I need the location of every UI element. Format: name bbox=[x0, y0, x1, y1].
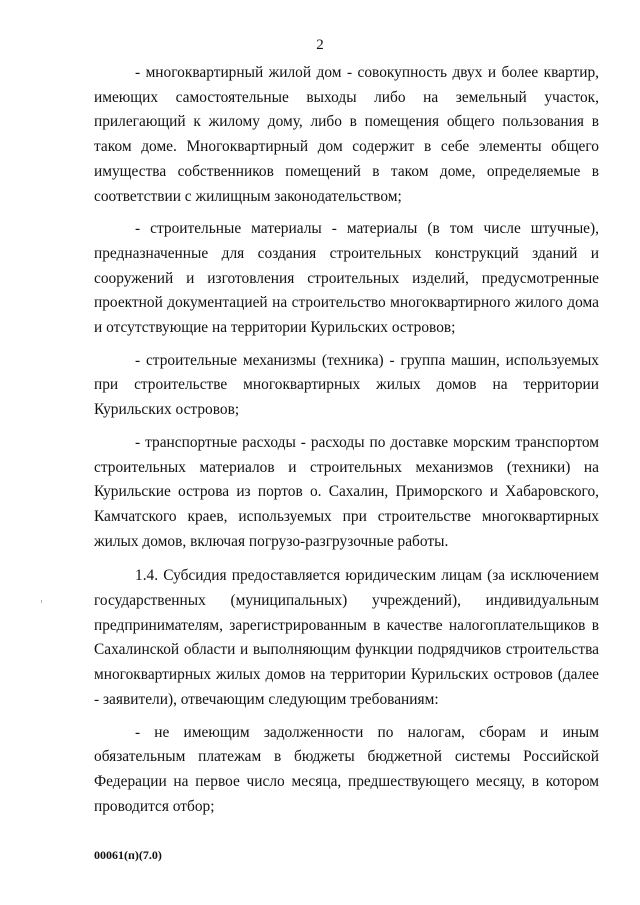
page-number: 2 bbox=[316, 37, 324, 53]
definition-building-materials: - строительные материалы - материалы (в том числе штучные), предназначенные для создания строительных конструкций зданий и сооружений и изготовления строительных изделий, предусмотренные проектной документацией на строительство многоквартирного жилого дома и отсутствующие на территории Курильских островов; bbox=[94, 220, 599, 337]
clause-1-4: 1.4. Субсидия предоставляется юридическим лицам (за исключением государственных (муниципальных) учреждений), индивидуальным предпринимателям, зарегистрированным в качестве налогоплательщиков в Сахалинской области и выполняющим функции подрядчиков строительства многоквартирных жилых домов на территории Курильских островов (далее - заявители), отвечающим следующим требованиям: bbox=[94, 567, 599, 708]
definition-transport-costs: - транспортные расходы - расходы по доставке морским транспортом строительных материалов и строительных механизмов (техники) на Курильские острова из портов о. Сахалин, Приморского и Хабаровского, Камчатского краев, используемых при строительстве многоквартирных жилых домов, включая погрузо-разгрузочные работы. bbox=[94, 433, 599, 550]
requirement-no-tax-debt: - не имеющим задолженности по налогам, сборам и иным обязательным платежам в бюджеты бюджетной системы Российской Федерации на первое число месяца, предшествующего месяцу, в котором проводится отбор; bbox=[94, 723, 599, 815]
document-body bbox=[94, 61, 599, 819]
margin-scan-mark bbox=[41, 600, 42, 603]
definition-construction-machinery: - строительные механизмы (техника) - группа машин, используемых при строительстве многоквартирных жилых домов на территории Курильских островов; bbox=[94, 351, 599, 419]
definition-apartment-building: - многоквартирный жилой дом - совокупность двух и более квартир, имеющих самостоятельные выходы либо на земельный участок, прилегающий к жилому дому, либо в помещения общего пользования в таком доме. Многоквартирный дом содержит в себе элементы общего имущества собственников помещений в таком доме, определяемые в соответствии с жилищным законодательством; bbox=[94, 64, 599, 205]
footer-document-code: 00061(п)(7.0) bbox=[94, 848, 162, 862]
